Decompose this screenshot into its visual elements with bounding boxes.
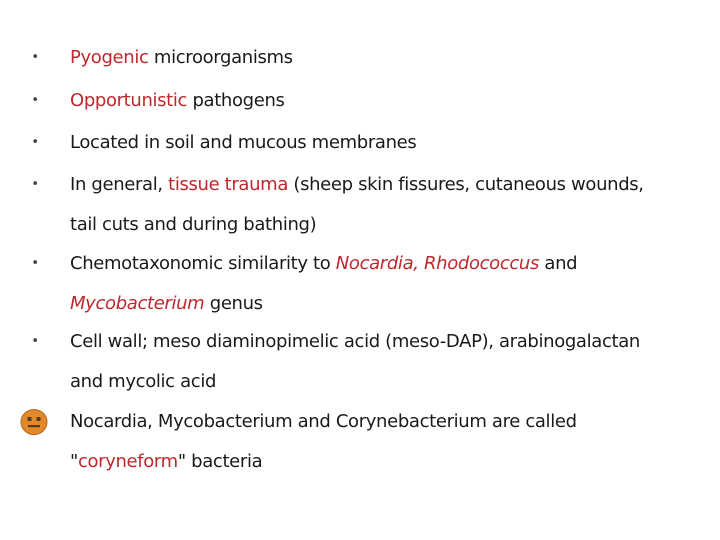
text-segment: " <box>70 451 78 472</box>
text-segment: genus <box>204 293 263 314</box>
bullet-text: Located in soil and mucous membranes <box>70 132 417 153</box>
text-segment: microorganisms <box>148 47 293 68</box>
bullet-dot: • <box>31 50 39 65</box>
smiley-face-icon <box>19 408 49 436</box>
highlight-term: coryneform <box>77 451 178 472</box>
bullet-text-line-1 <box>70 165 644 205</box>
bullet-text <box>70 81 285 121</box>
highlight-term: tissue trauma <box>168 174 289 195</box>
bullet-dot: • <box>31 256 39 271</box>
highlight-term: Mycobacterium <box>70 293 205 314</box>
bullet-dot: • <box>31 177 39 192</box>
highlight-term: Opportunistic <box>70 90 188 111</box>
bullet-text <box>70 38 293 78</box>
highlight-term: Nocardia, Rhodococcus <box>335 253 540 274</box>
bullet-text-line-1 <box>70 244 577 284</box>
text-segment: pathogens <box>187 90 285 111</box>
text-segment: " bacteria <box>177 451 263 472</box>
text-segment: Chemotaxonomic similarity to <box>70 253 336 274</box>
text-segment: and <box>539 253 578 274</box>
text-segment: (sheep skin fissures, cutaneous wounds, <box>288 174 644 195</box>
bullet-dot: • <box>31 93 39 108</box>
bullet-text-line-2: and mycolic acid <box>70 371 217 392</box>
highlight-term: Pyogenic <box>70 47 149 68</box>
bullet-dot: • <box>31 334 39 349</box>
bullet-text-line-2: tail cuts and during bathing) <box>70 214 317 235</box>
bullet-dot: • <box>31 135 39 150</box>
bullet-text-line-2 <box>70 284 263 324</box>
bullet-text-line-1: Nocardia, Mycobacterium and Corynebacterium are called <box>70 411 577 432</box>
bullet-text-line-2 <box>70 442 262 482</box>
text-segment: In general, <box>70 174 169 195</box>
bullet-text-line-1: Cell wall; meso diaminopimelic acid (meso-DAP), arabinogalactan <box>70 331 640 352</box>
